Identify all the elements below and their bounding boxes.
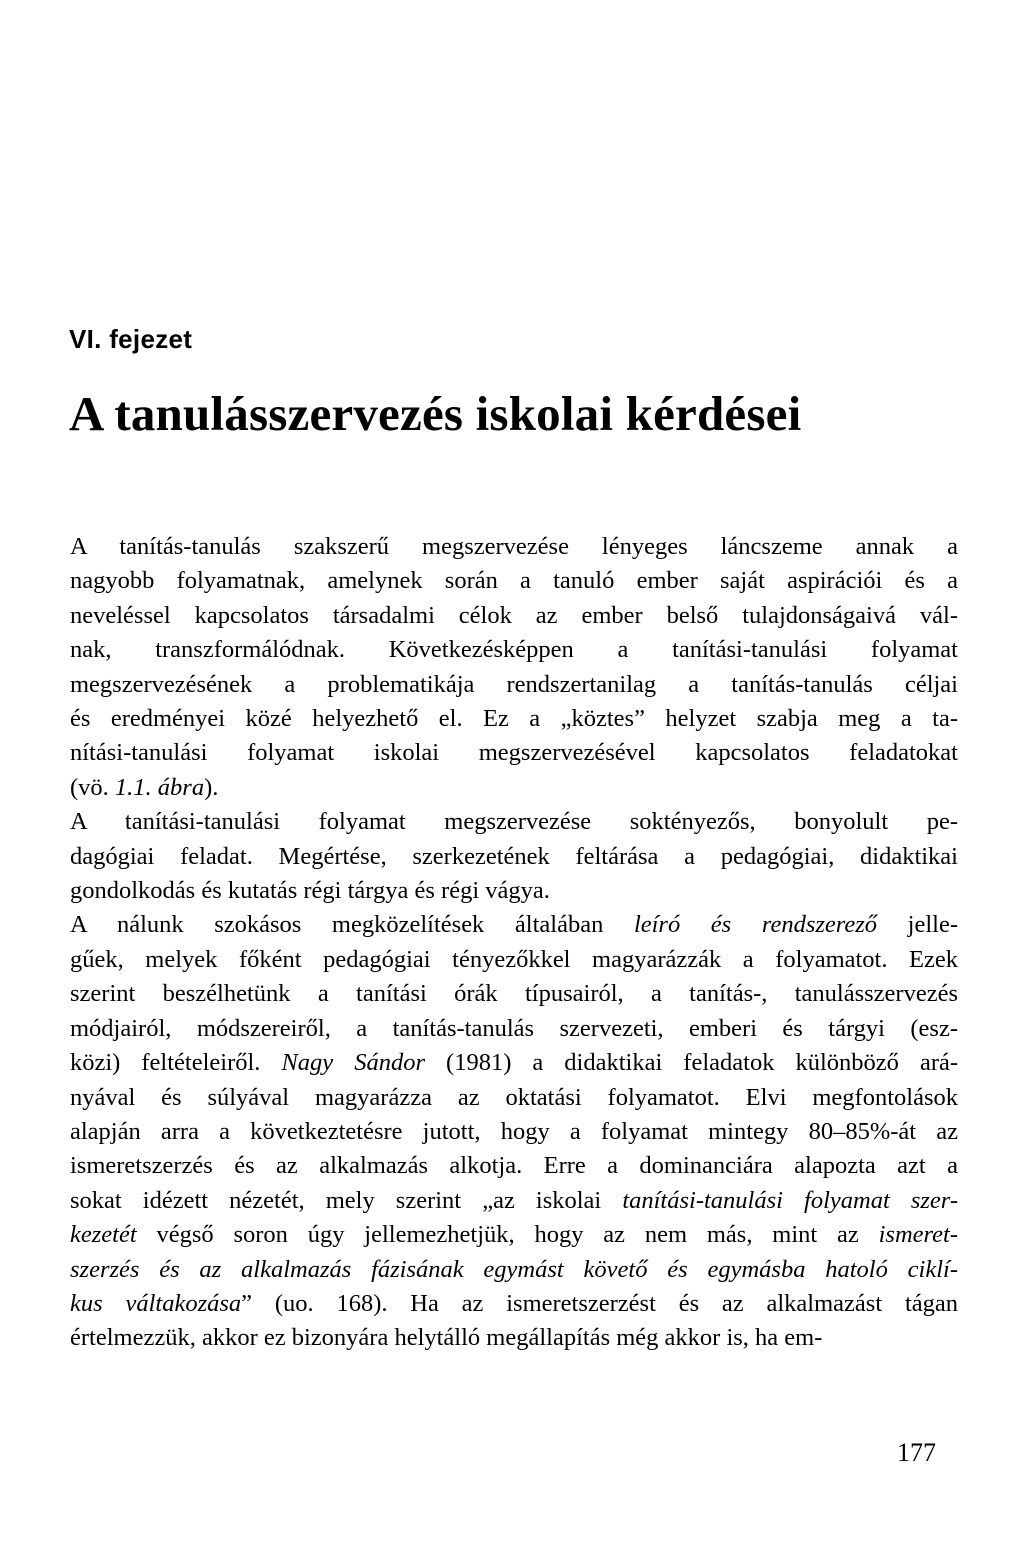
text-run: A tanítás-tanulás szakszerű megszervezése lényeges láncszeme annak a — [70, 533, 958, 560]
italic-run: 1.1. ábra — [114, 773, 205, 801]
paragraph — [70, 908, 958, 1355]
text-line — [70, 943, 958, 977]
text-line — [70, 1046, 958, 1080]
text-run: megszervezésének a problematikája rendszertanilag a tanítás-tanulás céljai — [70, 670, 958, 698]
page-number: 177 — [897, 1438, 936, 1467]
text-run: (1981) a didaktikai feladatok különböző ará- — [425, 1049, 959, 1077]
text-line — [70, 840, 958, 874]
body-text — [70, 530, 958, 1356]
text-line — [70, 1287, 958, 1321]
text-run: ” (uo. 168). Ha az ismeretszerzést és az alkalmazást tágan — [241, 1289, 958, 1317]
text-line — [70, 1081, 958, 1115]
text-line — [70, 530, 958, 564]
text-line — [70, 1321, 958, 1355]
text-run: szerint beszélhetünk a tanítási órák típusairól, a tanítás-, tanulásszervezés — [70, 980, 958, 1008]
italic-run: leíró és rendszerező — [633, 911, 878, 939]
text-run: értelmezzük, akkor ez bizonyára helytálló megállapítás még akkor is, ha em- — [70, 1324, 823, 1352]
text-run: A nálunk szokásos megközelítések általában — [70, 911, 634, 939]
paragraph — [70, 805, 958, 908]
text-line — [70, 1115, 958, 1149]
text-line — [70, 736, 958, 770]
chapter-title: A tanulásszervezés iskolai kérdései — [69, 386, 802, 441]
text-run: jelle- — [877, 911, 958, 939]
text-run: módjairól, módszereiről, a tanítás-tanulás szervezeti, emberi és tárgyi (esz- — [70, 1014, 958, 1042]
text-run: (vö. — [70, 773, 115, 801]
text-run: dagógiai feladat. Megértése, szerkezetének feltárása a pedagógiai, didaktikai — [70, 842, 958, 870]
text-run: közi) feltételeiről. — [70, 1049, 282, 1077]
italic-run: tanítási-tanulási folyamat szer- — [622, 1186, 958, 1214]
text-run: ismeretszerzés és az alkalmazás alkotja. Erre a dominanciára alapozta azt a — [70, 1152, 958, 1180]
text-line — [70, 633, 958, 667]
text-run: nak, transzformálódnak. Következésképpen a tanítási-tanulási folyamat — [70, 636, 958, 664]
text-run: sokat idézett nézetét, mely szerint „az iskolai — [70, 1186, 623, 1214]
text-run: neveléssel kapcsolatos társadalmi célok az ember belső tulajdonságaivá vál- — [70, 601, 958, 629]
text-line — [70, 1184, 958, 1218]
text-line — [70, 1149, 958, 1183]
text-run: gűek, melyek főként pedagógiai tényezőkkel magyarázzák a folyamatot. Ezek — [70, 945, 958, 973]
text-line — [70, 1253, 958, 1287]
paragraph — [70, 530, 958, 805]
text-run: ). — [204, 773, 219, 801]
italic-run: szerzés és az alkalmazás fázisának egymást követő és egymásba hatoló ciklí- — [70, 1255, 958, 1283]
text-run: nyával és súlyával magyarázza az oktatási folyamatot. Elvi megfontolások — [70, 1083, 958, 1111]
text-line — [70, 1012, 958, 1046]
italic-run: kus váltakozása — [70, 1289, 242, 1317]
text-run: nítási-tanulási folyamat iskolai megszervezésével kapcsolatos feladatokat — [70, 739, 958, 767]
text-line — [70, 771, 958, 805]
italic-run: ismeret- — [878, 1221, 958, 1249]
text-line — [70, 702, 958, 736]
text-run: nagyobb folyamatnak, amelynek során a tanuló ember saját aspirációi és a — [70, 567, 958, 595]
text-line — [70, 668, 958, 702]
text-run: és eredményei közé helyezhető el. Ez a „köztes” helyzet szabja meg a ta- — [70, 705, 958, 733]
text-line — [70, 1218, 958, 1252]
italic-run: Nagy Sándor — [281, 1049, 425, 1077]
text-run: alapján arra a következtetésre jutott, hogy a folyamat mintegy 80–85%-át az — [70, 1117, 958, 1145]
text-line — [70, 599, 958, 633]
text-line — [70, 874, 958, 908]
text-run: gondolkodás és kutatás régi tárgya és régi vágya. — [70, 877, 550, 905]
text-line — [70, 977, 958, 1011]
text-line — [70, 805, 958, 839]
text-line — [70, 908, 958, 942]
text-run: A tanítási-tanulási folyamat megszervezése soktényezős, bonyolult pe- — [70, 808, 958, 836]
text-line — [70, 564, 958, 598]
italic-run: kezetét — [70, 1221, 137, 1249]
text-run: végső soron úgy jellemezhetjük, hogy az nem más, mint az — [136, 1221, 879, 1249]
chapter-label: VI. fejezet — [69, 324, 193, 354]
